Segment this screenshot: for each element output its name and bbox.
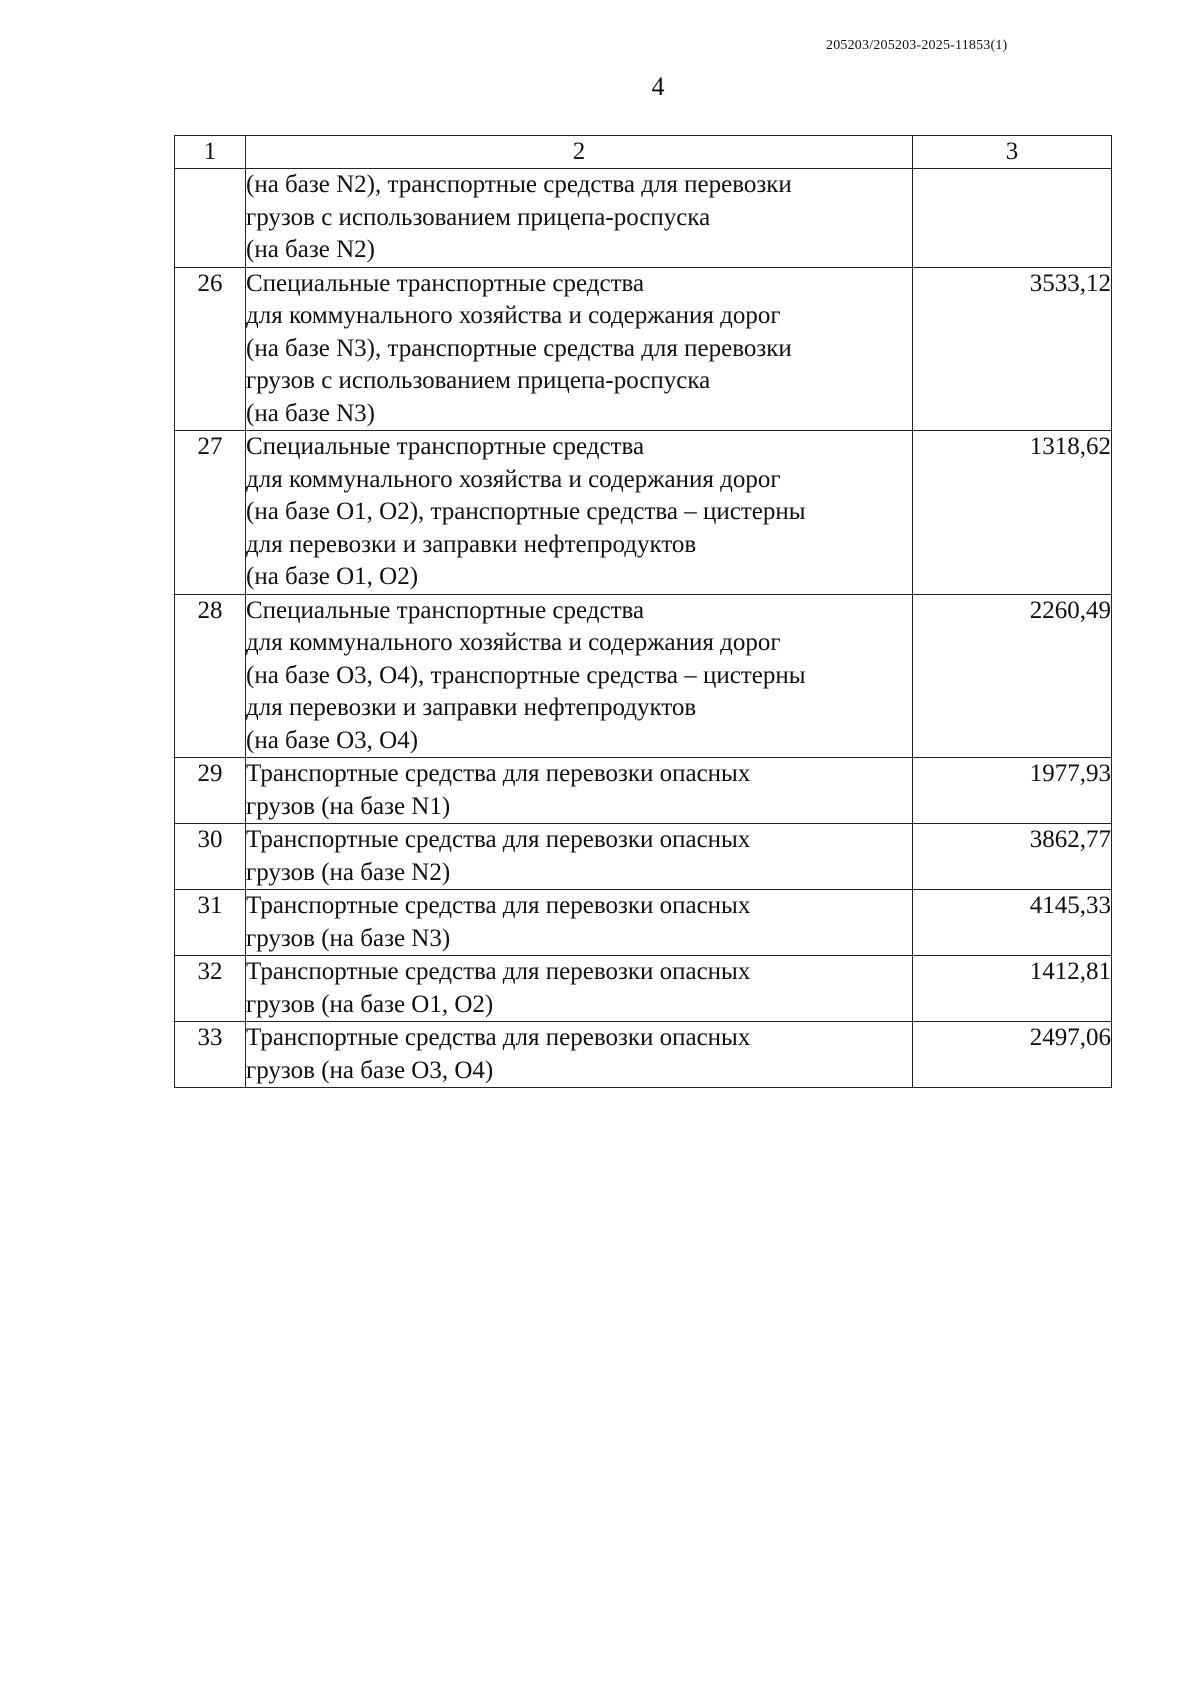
vehicle-description-cell	[246, 431, 913, 595]
rate-value-cell: 2260,49	[913, 594, 1112, 758]
vehicle-description-cell	[246, 758, 913, 824]
table-row	[175, 1022, 1112, 1088]
table-row	[175, 594, 1112, 758]
rate-value-cell: 3862,77	[913, 824, 1112, 890]
description-line: Транспортные средства для перевозки опасных	[246, 892, 751, 919]
description-line: грузов с использованием прицепа-роспуска	[246, 367, 711, 394]
row-number-cell: 29	[175, 758, 246, 824]
description-line: Транспортные средства для перевозки опасных	[246, 958, 751, 985]
vehicle-description-cell	[246, 824, 913, 890]
table-row	[175, 758, 1112, 824]
description-line: грузов (на базе O3, O4)	[246, 1056, 494, 1084]
description-line: для коммунального хозяйства и содержания дорог	[246, 465, 781, 493]
rate-value-cell: 4145,33	[913, 890, 1112, 956]
page-number: 4	[651, 72, 665, 101]
column-header-3: 3	[913, 136, 1112, 169]
rate-value-cell: 1977,93	[913, 758, 1112, 824]
description-line: Специальные транспортные средства	[246, 596, 645, 624]
row-number-cell: 31	[175, 890, 246, 956]
row-number-cell: 26	[175, 267, 246, 431]
table-row	[175, 890, 1112, 956]
vehicle-description-cell	[246, 890, 913, 956]
row-number-cell	[175, 169, 246, 268]
table-row	[175, 824, 1112, 890]
rate-value-cell: 1318,62	[913, 431, 1112, 595]
description-line: для перевозки и заправки нефтепродуктов	[246, 530, 697, 558]
table-header	[175, 136, 1112, 169]
row-number-cell: 28	[175, 594, 246, 758]
table-row	[175, 267, 1112, 431]
column-header-2: 2	[246, 136, 913, 169]
description-line: Транспортные средства для перевозки опасных	[246, 760, 751, 787]
table-row	[175, 169, 1112, 268]
rate-value-cell	[913, 169, 1112, 268]
description-line: грузов (на базе N1)	[246, 792, 451, 820]
document-id: 205203/205203-2025-11853(1)	[826, 38, 1008, 53]
column-header-1: 1	[175, 136, 246, 169]
vehicle-description-cell	[246, 267, 913, 431]
row-number-cell: 32	[175, 956, 246, 1022]
description-line: (на базе N2)	[246, 236, 375, 263]
table-row	[175, 431, 1112, 595]
description-line: грузов с использованием прицепа-роспуска	[246, 203, 711, 231]
tariff-table	[174, 135, 1112, 1088]
description-line: Специальные транспортные средства	[246, 269, 645, 297]
description-line: (на базе O3, O4)	[246, 726, 419, 754]
description-line: для коммунального хозяйства и содержания дорог	[246, 629, 781, 656]
description-line: (на базе N3), транспортные средства для перевозки	[246, 334, 792, 362]
rate-value-cell: 2497,06	[913, 1022, 1112, 1088]
vehicle-description-cell	[246, 594, 913, 758]
description-line: грузов (на базе O1, O2)	[246, 990, 494, 1018]
table-body	[175, 169, 1112, 1088]
description-line: Специальные транспортные средства	[246, 433, 645, 460]
vehicle-description-cell	[246, 1022, 913, 1088]
rate-value-cell: 3533,12	[913, 267, 1112, 431]
vehicle-description-cell	[246, 169, 913, 268]
description-line: (на базе O1, O2)	[246, 563, 419, 590]
rate-value-cell: 1412,81	[913, 956, 1112, 1022]
description-line: (на базе N3)	[246, 399, 375, 427]
description-line: (на базе N2), транспортные средства для перевозки	[246, 171, 792, 198]
description-line: Транспортные средства для перевозки опасных	[246, 826, 751, 853]
description-line: грузов (на базе N3)	[246, 924, 451, 952]
table-header-row	[175, 136, 1112, 169]
description-line: Транспортные средства для перевозки опасных	[246, 1024, 751, 1051]
description-line: для перевозки и заправки нефтепродуктов	[246, 694, 697, 721]
row-number-cell: 33	[175, 1022, 246, 1088]
table-row	[175, 956, 1112, 1022]
description-line: для коммунального хозяйства и содержания дорог	[246, 302, 781, 329]
row-number-cell: 30	[175, 824, 246, 890]
vehicle-description-cell	[246, 956, 913, 1022]
description-line: грузов (на базе N2)	[246, 858, 451, 886]
row-number-cell: 27	[175, 431, 246, 595]
description-line: (на базе O1, O2), транспортные средства – цистерны	[246, 498, 806, 525]
description-line: (на базе O3, O4), транспортные средства – цистерны	[246, 661, 806, 689]
